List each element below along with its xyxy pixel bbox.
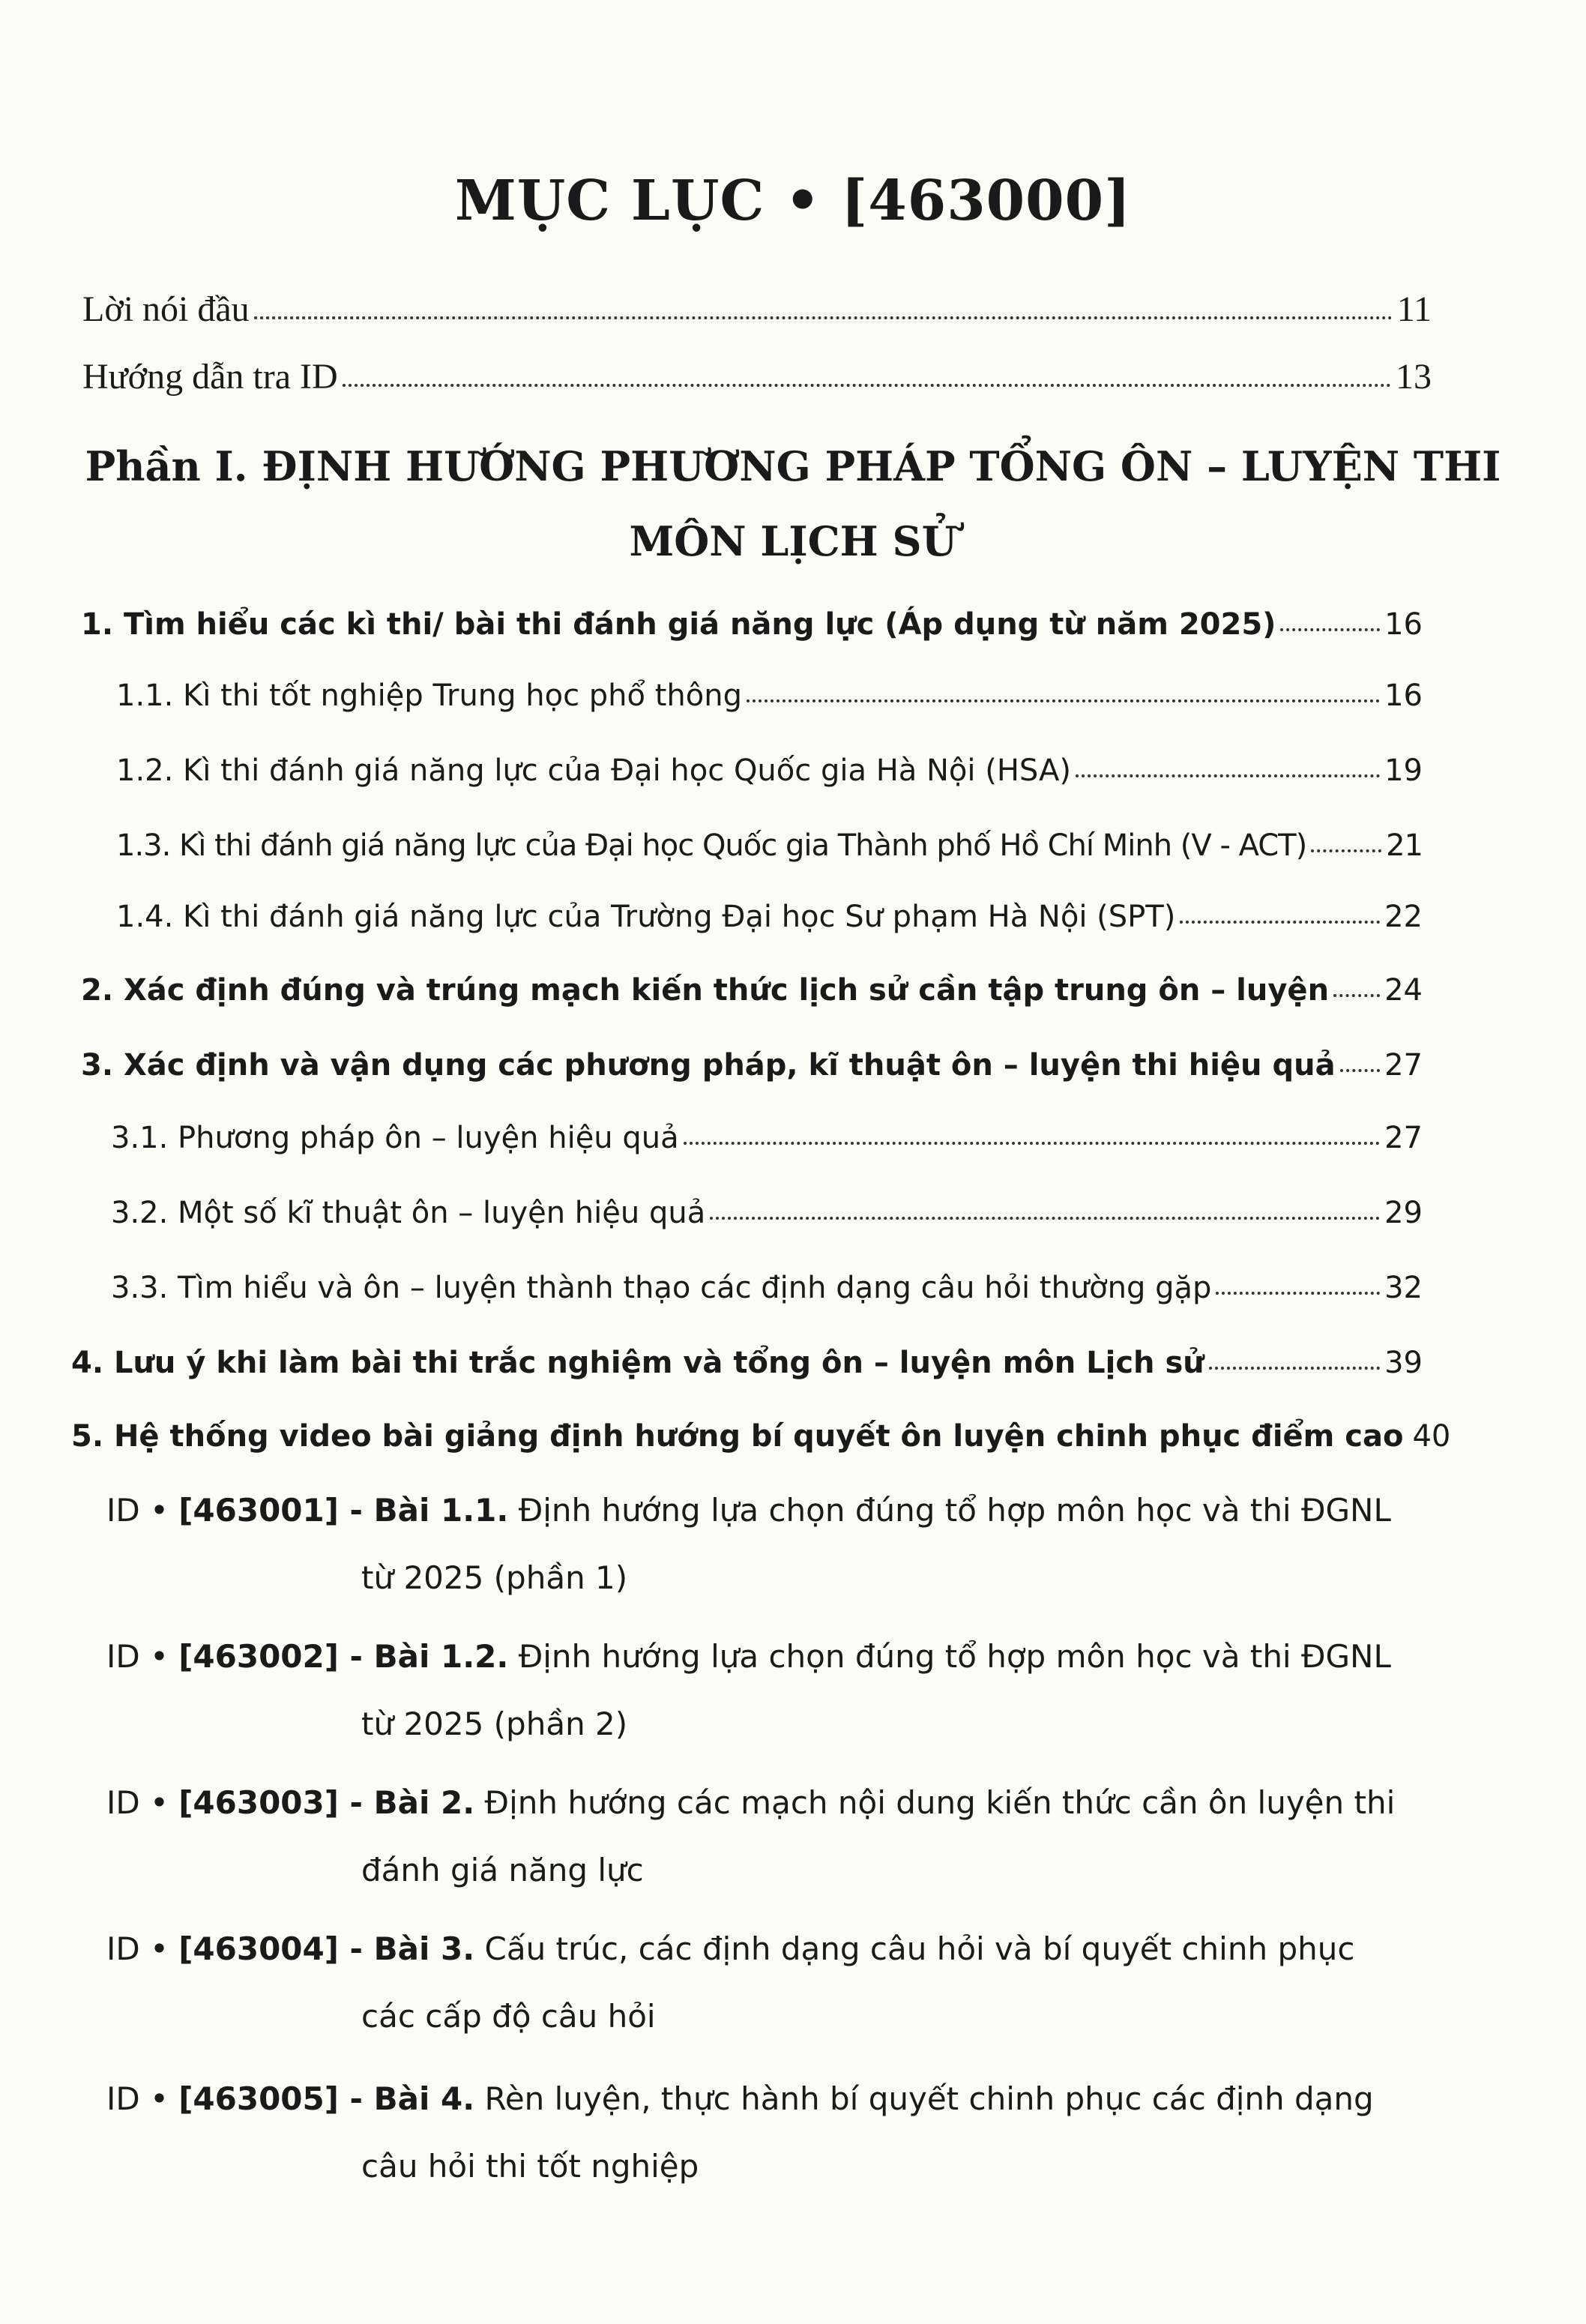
lesson-number: - Bài 1.1. (338, 1492, 509, 1529)
id-prefix: ID • (106, 2080, 179, 2117)
video-lesson-item (106, 1477, 1396, 1612)
toc-entry-label: Hướng dẫn tra ID (82, 357, 338, 397)
lesson-title-cont: đánh giá năng lực (361, 1852, 644, 1888)
id-prefix: ID • (106, 1492, 179, 1529)
dot-leader (747, 699, 1380, 702)
lesson-number: - Bài 2. (338, 1784, 475, 1821)
toc-section (71, 1346, 1423, 1380)
toc-entry-label: 1.3. Kì thi đánh giá năng lực của Đại học Quốc gia Thành phố Hồ Chí Minh (V - ACT) (116, 828, 1307, 863)
dot-leader (1311, 849, 1381, 852)
id-prefix: ID • (106, 1784, 179, 1821)
part-title-line1: Phần I. ĐỊNH HƯỚNG PHƯƠNG PHÁP TỔNG ÔN – LUYỆN THI (85, 442, 1501, 490)
dot-leader (1209, 1367, 1380, 1370)
toc-entry-label: 3. Xác định và vận dụng các phương pháp, kĩ thuật ôn – luyện thi hiệu quả (81, 1048, 1336, 1083)
id-prefix: ID • (106, 1638, 179, 1675)
lesson-id: [463005] (178, 2080, 339, 2117)
toc-subsection (111, 1121, 1423, 1155)
toc-entry-page: 24 (1384, 973, 1423, 1008)
toc-subsection (116, 828, 1423, 863)
video-lesson-item (106, 1915, 1396, 2050)
lesson-number: - Bài 4. (338, 2080, 475, 2117)
toc-entry-page: 27 (1384, 1048, 1423, 1083)
toc-section (81, 607, 1423, 642)
toc-entry-page: 21 (1386, 828, 1423, 863)
toc-entry-page: 27 (1384, 1121, 1423, 1155)
part-title-line2: MÔN LỊCH SỬ (629, 517, 957, 565)
toc-entry-page: 32 (1384, 1271, 1423, 1305)
page-title: MỤC LỤC • [463000] (454, 169, 1132, 233)
lesson-id: [463002] (178, 1638, 339, 1675)
dot-leader (710, 1217, 1380, 1220)
lesson-title: Cấu trúc, các định dạng câu hỏi và bí quyết chinh phục (474, 1930, 1355, 1967)
dot-leader (1180, 921, 1380, 924)
dot-leader (1280, 628, 1380, 631)
toc-entry-page: 13 (1396, 357, 1432, 397)
toc-entry-label: 1.1. Kì thi tốt nghiệp Trung học phổ thông (116, 678, 742, 713)
toc-section (81, 973, 1423, 1008)
toc-section (71, 1419, 1451, 1454)
toc-entry-preface (82, 289, 1432, 330)
dot-leader (254, 316, 1393, 319)
toc-entry-label: 1. Tìm hiểu các kì thi/ bài thi đánh giá năng lực (Áp dụng từ năm 2025) (81, 607, 1276, 642)
toc-entry-page: 19 (1384, 753, 1423, 788)
toc-section (81, 1048, 1423, 1083)
toc-entry-page: 39 (1384, 1346, 1423, 1380)
lesson-id: [463004] (178, 1930, 339, 1967)
toc-entry-label: 3.1. Phương pháp ôn – luyện hiệu quả (111, 1121, 679, 1155)
lesson-title-cont: các cấp độ câu hỏi (361, 1998, 656, 2035)
toc-subsection (116, 753, 1423, 788)
toc-entry-label: 4. Lưu ý khi làm bài thi trắc nghiệm và tổng ôn – luyện môn Lịch sử (71, 1346, 1204, 1380)
lesson-title: Rèn luyện, thực hành bí quyết chinh phục các định dạng (474, 2080, 1374, 2117)
lesson-id: [463001] (178, 1492, 339, 1529)
toc-entry-label: Lời nói đầu (82, 289, 250, 329)
toc-entry-page: 22 (1384, 900, 1423, 934)
toc-entry-label: 1.4. Kì thi đánh giá năng lực của Trường Đại học Sư phạm Hà Nội (SPT) (116, 900, 1176, 934)
video-lesson-item (106, 1623, 1396, 1758)
dot-leader (1333, 994, 1380, 997)
lesson-title: Định hướng lựa chọn đúng tổ hợp môn học và thi ĐGNL (508, 1492, 1391, 1529)
toc-entry-label: 5. Hệ thống video bài giảng định hướng bí quyết ôn luyện chinh phục điểm cao (71, 1419, 1404, 1454)
lesson-number: - Bài 3. (338, 1930, 475, 1967)
toc-entry-page: 40 (1412, 1419, 1451, 1454)
video-lesson-item (106, 1769, 1396, 1904)
toc-entry-label: 3.3. Tìm hiểu và ôn – luyện thành thạo các định dạng câu hỏi thường gặp (111, 1271, 1212, 1305)
lesson-number: - Bài 1.2. (338, 1638, 509, 1675)
dot-leader (1076, 774, 1380, 777)
dot-leader (343, 384, 1391, 387)
lesson-title-cont: từ 2025 (phần 2) (361, 1706, 628, 1742)
dot-leader (684, 1142, 1380, 1145)
toc-subsection (116, 900, 1423, 934)
toc-subsection (111, 1196, 1423, 1230)
lesson-title: Định hướng các mạch nội dung kiến thức cần ôn luyện thi (474, 1784, 1396, 1821)
dot-leader (1216, 1292, 1380, 1295)
lesson-id: [463003] (178, 1784, 339, 1821)
dot-leader (1340, 1069, 1381, 1072)
toc-entry-id-guide (82, 356, 1432, 397)
toc-entry-page: 16 (1384, 678, 1423, 713)
toc-entry-label: 3.2. Một số kĩ thuật ôn – luyện hiệu quả (111, 1196, 706, 1230)
toc-entry-page: 29 (1384, 1196, 1423, 1230)
toc-entry-label: 2. Xác định đúng và trúng mạch kiến thức lịch sử cần tập trung ôn – luyện (81, 973, 1330, 1008)
lesson-title-cont: từ 2025 (phần 1) (361, 1559, 628, 1596)
video-lesson-item (106, 2065, 1396, 2200)
toc-subsection (116, 678, 1423, 713)
id-prefix: ID • (106, 1930, 179, 1967)
lesson-title: Định hướng lựa chọn đúng tổ hợp môn học và thi ĐGNL (508, 1638, 1391, 1675)
toc-entry-page: 11 (1396, 289, 1432, 329)
toc-subsection (111, 1271, 1423, 1305)
lesson-title-cont: câu hỏi thi tốt nghiệp (361, 2148, 699, 2185)
toc-entry-page: 16 (1384, 607, 1423, 642)
toc-entry-label: 1.2. Kì thi đánh giá năng lực của Đại học Quốc gia Hà Nội (HSA) (116, 753, 1072, 788)
